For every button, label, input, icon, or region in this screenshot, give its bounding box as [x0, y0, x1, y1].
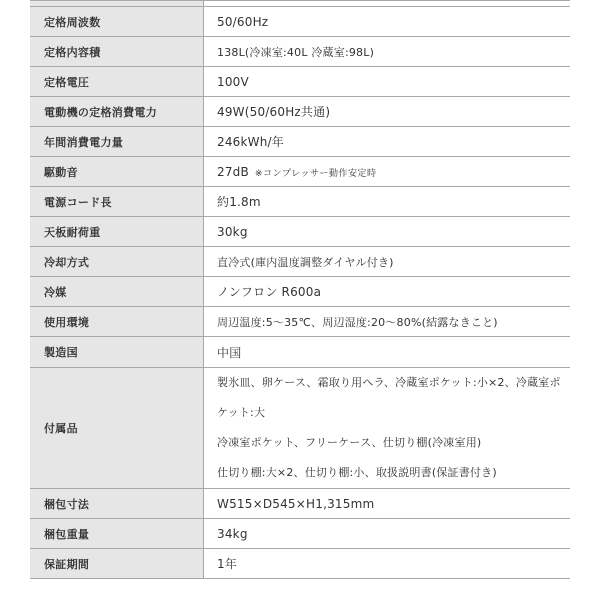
spec-value: 100V — [204, 67, 571, 97]
spec-value: 138L(冷凍室:40L 冷蔵室:98L) — [204, 37, 571, 67]
spec-value: 中国 — [204, 337, 571, 368]
spec-label: 天板耐荷重 — [30, 217, 204, 247]
spec-value-multiline — [204, 368, 571, 489]
spec-note: ※コンプレッサー動作安定時 — [254, 168, 377, 179]
table-row — [30, 37, 570, 67]
spec-value: W515×D545×H1,315mm — [204, 489, 571, 519]
spec-value-line: 製氷皿、卵ケース、霜取り用ヘラ、冷蔵室ポケット:小×2、冷蔵室ポケット:大 — [217, 376, 561, 419]
table-row — [30, 157, 570, 187]
spec-value: 246kWh/年 — [204, 127, 571, 157]
spec-label: 定格内容積 — [30, 37, 204, 67]
table-row — [30, 549, 570, 579]
spec-value: 34kg — [204, 519, 571, 549]
spec-label: 電動機の定格消費電力 — [30, 97, 204, 127]
spec-value: 1年 — [204, 549, 571, 579]
table-row — [30, 368, 570, 489]
spec-value: 49W(50/60Hz共通) — [204, 97, 571, 127]
table-row — [30, 277, 570, 307]
spec-label: 定格周波数 — [30, 7, 204, 37]
table-row — [30, 127, 570, 157]
spec-value-line: 冷凍室ポケット、フリーケース、仕切り棚(冷凍室用) — [217, 436, 482, 449]
spec-label: 梱包寸法 — [30, 489, 204, 519]
table-row — [30, 217, 570, 247]
spec-value: 30kg — [204, 217, 571, 247]
table-row — [30, 97, 570, 127]
spec-value: 約1.8m — [204, 187, 571, 217]
spec-label: 保証期間 — [30, 549, 204, 579]
spec-label: 使用環境 — [30, 307, 204, 337]
spec-value: 周辺温度:5〜35℃、周辺湿度:20〜80%(結露なきこと) — [204, 307, 571, 337]
spec-label: 梱包重量 — [30, 519, 204, 549]
spec-value: 直冷式(庫内温度調整ダイヤル付き) — [204, 247, 571, 277]
spec-label: 付属品 — [30, 368, 204, 489]
table-row — [30, 187, 570, 217]
table-row — [30, 307, 570, 337]
spec-label: 電源コード長 — [30, 187, 204, 217]
table-row — [30, 247, 570, 277]
spec-value-line: 仕切り棚:大×2、仕切り棚:小、取扱説明書(保証書付き) — [217, 466, 497, 479]
spec-value: 50/60Hz — [204, 7, 571, 37]
spec-label: 定格電圧 — [30, 67, 204, 97]
table-row — [30, 7, 570, 37]
table-row — [30, 519, 570, 549]
table-row — [30, 489, 570, 519]
spec-value: ノンフロン R600a — [204, 277, 571, 307]
table-row — [30, 337, 570, 368]
spec-value-cell — [204, 157, 571, 187]
spec-label: 冷媒 — [30, 277, 204, 307]
spec-label: 年間消費電力量 — [30, 127, 204, 157]
spec-table — [30, 0, 570, 579]
spec-label: 駆動音 — [30, 157, 204, 187]
spec-label: 冷却方式 — [30, 247, 204, 277]
table-row — [30, 67, 570, 97]
spec-value: 27dB — [217, 164, 249, 179]
spec-label: 製造国 — [30, 337, 204, 368]
